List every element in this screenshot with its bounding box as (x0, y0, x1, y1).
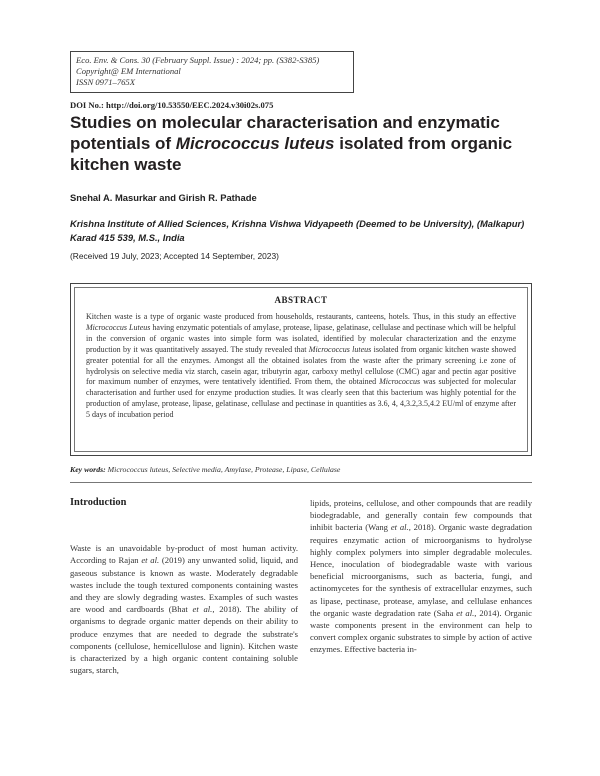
journal-citation-line: Eco. Env. & Cons. 30 (February Suppl. Issue) : 2024; pp. (S382-S385) (76, 55, 320, 65)
paper-title (70, 112, 540, 175)
intro-etal-2: et al. (192, 604, 213, 615)
journal-citation-box (70, 51, 354, 93)
doi-line[interactable]: DOI No.: http://doi.org/10.53550/EEC.2024.v30i02s.075 (70, 100, 274, 110)
received-dates: (Received 19 July, 2023; Accepted 14 September, 2023) (70, 251, 279, 261)
right-column (310, 497, 532, 656)
keywords-label: Key words: (70, 465, 106, 474)
abstract-text-1: Kitchen waste is a type of organic waste produced from households, restaurants, canteens, hotels. Thus, in this study an effective (86, 312, 516, 321)
abstract-heading: ABSTRACT (274, 295, 328, 305)
abstract-species-3: Micrococcus (379, 377, 421, 387)
intro-text-5: , 2018). Organic waste degradation requires enzymatic action of microorganisms to hydrolyse highly complex polymers into simpler degradable molecules. Hence, inoculation of biodegradable waste with various beneficial microorganisms, such as bacteria, fungi, and actinomycetes for the synthesis of extracellular enzymes, such as lipase, pectinase, protease, amylase, and cellulase enhances the organic waste degradation rate (Saha (310, 522, 532, 618)
title-part-2: isolated from organic kitchen waste (70, 134, 513, 174)
title-part-1: Studies on molecular characterisation and enzymatic potentials of (70, 113, 500, 153)
intro-etal-1: et al. (141, 555, 160, 566)
intro-etal-3: et al. (390, 522, 409, 533)
abstract-text-3: isolated from organic kitchen waste showed greater potential for all the enzymes. Amongst all the obtained isolates from the waste after the primary screening i.e zone of hydrolysis on selective media viz starch, casein agar, tributyrin agar, carboxy methyl cellulose (CMC) agar and pectin agar positive for maximum number of enzymes, were tentatively identified. From them, the obtained (86, 344, 516, 387)
intro-text-1: Waste is an unavoidable by-product of most human activity. According to Rajan (70, 543, 298, 566)
abstract-species-2: Micrococcus luteus (308, 344, 372, 354)
abstract-inner-frame (74, 287, 528, 452)
intro-etal-4: et al. (456, 607, 475, 618)
section-divider (70, 482, 532, 483)
title-species: Micrococcus luteus (175, 134, 335, 153)
introduction-paragraph (70, 520, 298, 676)
affiliation: Krishna Institute of Allied Sciences, Krishna Vishwa Vidyapeeth (Deemed to be University), (Malkapur) Karad 415 539, M.S., India (70, 218, 525, 243)
intro-text-3: , 2018). The ability of organisms to degrade organic matter depends on their ability to produce enzymes that are needed to degrade the substrate's components (cellulose, hemicellulose and lignin). Kitchen waste is characterized by a high organic content containing soluble sugars, starch, (70, 604, 299, 676)
abstract-species-1: Micrococcus Luteus (86, 322, 151, 332)
left-column (70, 497, 298, 676)
intro-text-6: , 2014). Organic waste components present in the environment can help to convert complex organic substrates to simple by action of active enzymes. Effective bacteria in- (310, 607, 532, 655)
authors: Snehal A. Masurkar and Girish R. Pathade (70, 192, 257, 203)
intro-text-4: lipids, proteins, cellulose, and other compounds that are readily biodegradable, and generally contain few compounds that inhibit bacteria (Wang (310, 498, 532, 533)
journal-copyright-line: Copyright@ EM International (76, 66, 181, 77)
keywords-list: Micrococcus luteus, Selective media, Amylase, Protease, Lipase, Cellulase (105, 465, 341, 474)
abstract-text-2: having enzymatic potentials of amylase, protease, lipase, gelatinase, cellulase and pectinase which will be helpful in the conversion of organic wastes into simple form was isolated, identified by molecular characterization and the enzyme production by it was quantitatively assayed. The study revealed that (86, 322, 516, 354)
introduction-paragraph-continued (310, 497, 532, 656)
introduction-heading: Introduction (70, 497, 127, 508)
abstract-text-4: was subjected for molecular characterisation and further used for enzyme production studies. It was clearly seen that this bacterium was highly potential for the production of amylase, protease, lipase, gelatinase, cellulase and pectinase in quantities as 3.6, 4, 4,3.2,3.5,4.2 EU/ml of enzyme after 5 days of incubation period (86, 377, 516, 420)
abstract-text (86, 312, 516, 421)
abstract-box (70, 283, 532, 456)
intro-text-2: (2019) any unwanted solid, liquid, and gaseous substance is known as waste. Moderately degradable wastes include the tough textured components containing wastes and they are slowly degrading wastes. Examples of such wastes are wood and cardboards (Bhat (70, 555, 298, 615)
journal-issn-line: ISSN 0971–765X (76, 77, 135, 88)
keywords (70, 465, 532, 474)
